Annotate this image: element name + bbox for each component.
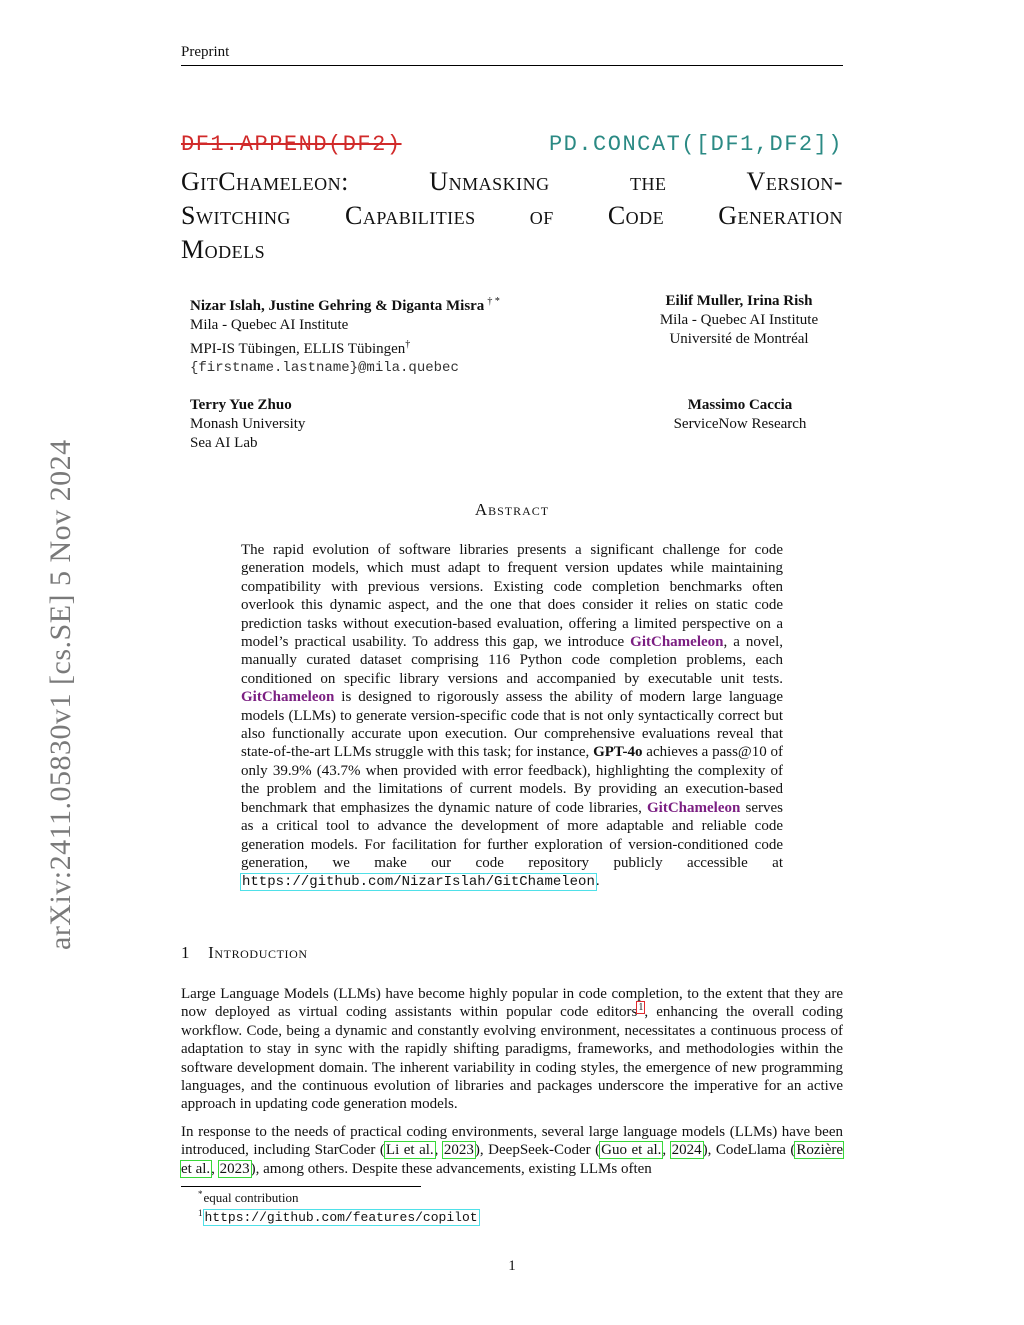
title-teaser bbox=[181, 132, 843, 162]
model-name: GPT-4o bbox=[593, 744, 643, 761]
repository-link[interactable]: https://github.com/NizarIslah/GitChameleon bbox=[242, 874, 595, 891]
replacement-code: PD.CONCAT([DF1,DF2]) bbox=[548, 132, 843, 157]
title-line-1: GitChameleon: Unmasking the Version- bbox=[181, 167, 843, 196]
footnote-divider bbox=[181, 1186, 421, 1187]
author-group-4 bbox=[650, 396, 830, 434]
paper-title bbox=[181, 165, 843, 267]
footnote-link[interactable]: 1 bbox=[638, 1002, 644, 1014]
author-group-1: Nizar Islah, Justine Gehring & Diganta Misra † * Mila - Quebec AI Institute MPI-IS Tübingen, ELLIS Tübingen† {firstname.lastname}@mila.quebec bbox=[190, 296, 500, 376]
author-affiliation: Monash University bbox=[190, 416, 306, 432]
footnote-equal-contribution: *equal contribution bbox=[198, 1188, 299, 1205]
author-marks: † * bbox=[487, 296, 500, 307]
dataset-name: GitChameleon bbox=[630, 634, 724, 651]
citation-link[interactable]: Li et al. bbox=[385, 1142, 434, 1159]
title-line-2: Switching Capabilities of Code Generation bbox=[181, 201, 843, 230]
section-number: 1 bbox=[181, 943, 191, 962]
section-heading bbox=[181, 943, 308, 963]
author-group-2 bbox=[640, 292, 838, 349]
author-affiliation: Université de Montréal bbox=[669, 331, 809, 347]
page-number: 1 bbox=[508, 1258, 516, 1274]
author-affiliation: Mila - Quebec AI Institute bbox=[659, 312, 819, 328]
author-names: Massimo Caccia bbox=[687, 397, 793, 413]
citation-link[interactable]: 2023 bbox=[443, 1142, 474, 1159]
dataset-name: GitChameleon bbox=[241, 689, 335, 706]
author-affiliation: Sea AI Lab bbox=[190, 435, 258, 451]
author-affiliation: ServiceNow Research bbox=[673, 416, 807, 432]
running-header: Preprint bbox=[181, 44, 230, 60]
citation-link[interactable]: 2024 bbox=[671, 1142, 702, 1159]
author-names: Nizar Islah, Justine Gehring & Diganta Misra bbox=[190, 298, 485, 314]
abstract-body: The rapid evolution of software libraries presents a significant challenge for code generation models, which must adapt to frequent version updates while maintaining compatibility with previous versions. Existing code completion benchmarks often overlook this dynamic aspect, and the one that does consider it relies on static code prediction tasks without execution-based evaluation, offering a limited perspective on a model’s practical usability. To address this gap, we introduce GitChameleon, a novel, manually curated dataset comprising 116 Python code completion problems, each conditioned on specific library versions and accompanied by executable unit tests. GitChameleon is designed to rigorously assess the ability of modern large language models (LLMs) to generate version-specific code that is not only syntactically correct but also functionally accurate upon execution. Our comprehensive evaluations reveal that state-of-the-art LLMs struggle with this task; for instance, GPT-4o achieves a pass@10 of only 39.9% (43.7% when provided with error feedback), highlighting the complexity of the problem and the limitations of current models. By providing an execution-based benchmark that emphasizes the dynamic nature of code libraries, GitChameleon serves as a critical tool to advance the development of more adaptable and reliable code generation models. For facilitation for further exploration of version-conditioned code generation, we make our code repository publicly accessible at https://github.com/NizarIslah/GitChameleon. bbox=[241, 542, 784, 891]
section-title: Introduction bbox=[208, 943, 308, 962]
intro-paragraph: Large Language Models (LLMs) have become highly popular in code completion, to the extent that they are now deployed as virtual coding assistants within popular code editors$^1$, enhancing the overall coding workflow. Code, being a dynamic and constantly evolving environment, necessitates a continuous process of adaptation to stay in sync with the rapidly shifting paradigms, frameworks, and methodologies within the software development domain. The inherent variability in coding styles, the emergence of new programming languages, and the continuous evolution of libraries and packages underscore the imperative for an active approach in updating code generation models. bbox=[181, 986, 843, 1113]
author-names: Terry Yue Zhuo bbox=[190, 397, 292, 413]
citation-link[interactable]: Guo et al. bbox=[601, 1142, 662, 1159]
author-email: {firstname.lastname}@mila.quebec bbox=[190, 360, 459, 376]
deprecated-code: DF1.APPEND(DF2) bbox=[181, 132, 402, 157]
footnote-url[interactable]: https://github.com/features/copilot bbox=[204, 1210, 478, 1225]
arxiv-identifier: arXiv:2411.05830v1 [cs.SE] 5 Nov 2024 bbox=[44, 439, 77, 950]
title-line-3: Models bbox=[181, 235, 266, 264]
dataset-name: GitChameleon bbox=[647, 799, 741, 816]
intro-paragraph: In response to the needs of practical coding environments, several large language models (LLMs) have been introduced, including StarCoder (Li et al., 2023), DeepSeek-Coder (Guo et al., 2024), CodeLlama (Rozière et al., 2023), among others. Despite these advancements, existing LLMs often bbox=[181, 1124, 844, 1177]
abstract-heading: Abstract bbox=[474, 500, 550, 519]
author-group-3 bbox=[190, 396, 305, 453]
footnote-copilot: $^1$ https://github.com/features/copilot bbox=[198, 1207, 478, 1225]
citation-link[interactable]: 2023 bbox=[219, 1160, 250, 1177]
author-names: Eilif Muller, Irina Rish bbox=[665, 293, 813, 309]
header-divider bbox=[181, 65, 843, 66]
author-affiliation: MPI-IS Tübingen, ELLIS Tübingen bbox=[190, 341, 406, 357]
citation-link[interactable]: Rozière et al. bbox=[181, 1142, 844, 1177]
author-affiliation: Mila - Quebec AI Institute bbox=[190, 317, 349, 333]
